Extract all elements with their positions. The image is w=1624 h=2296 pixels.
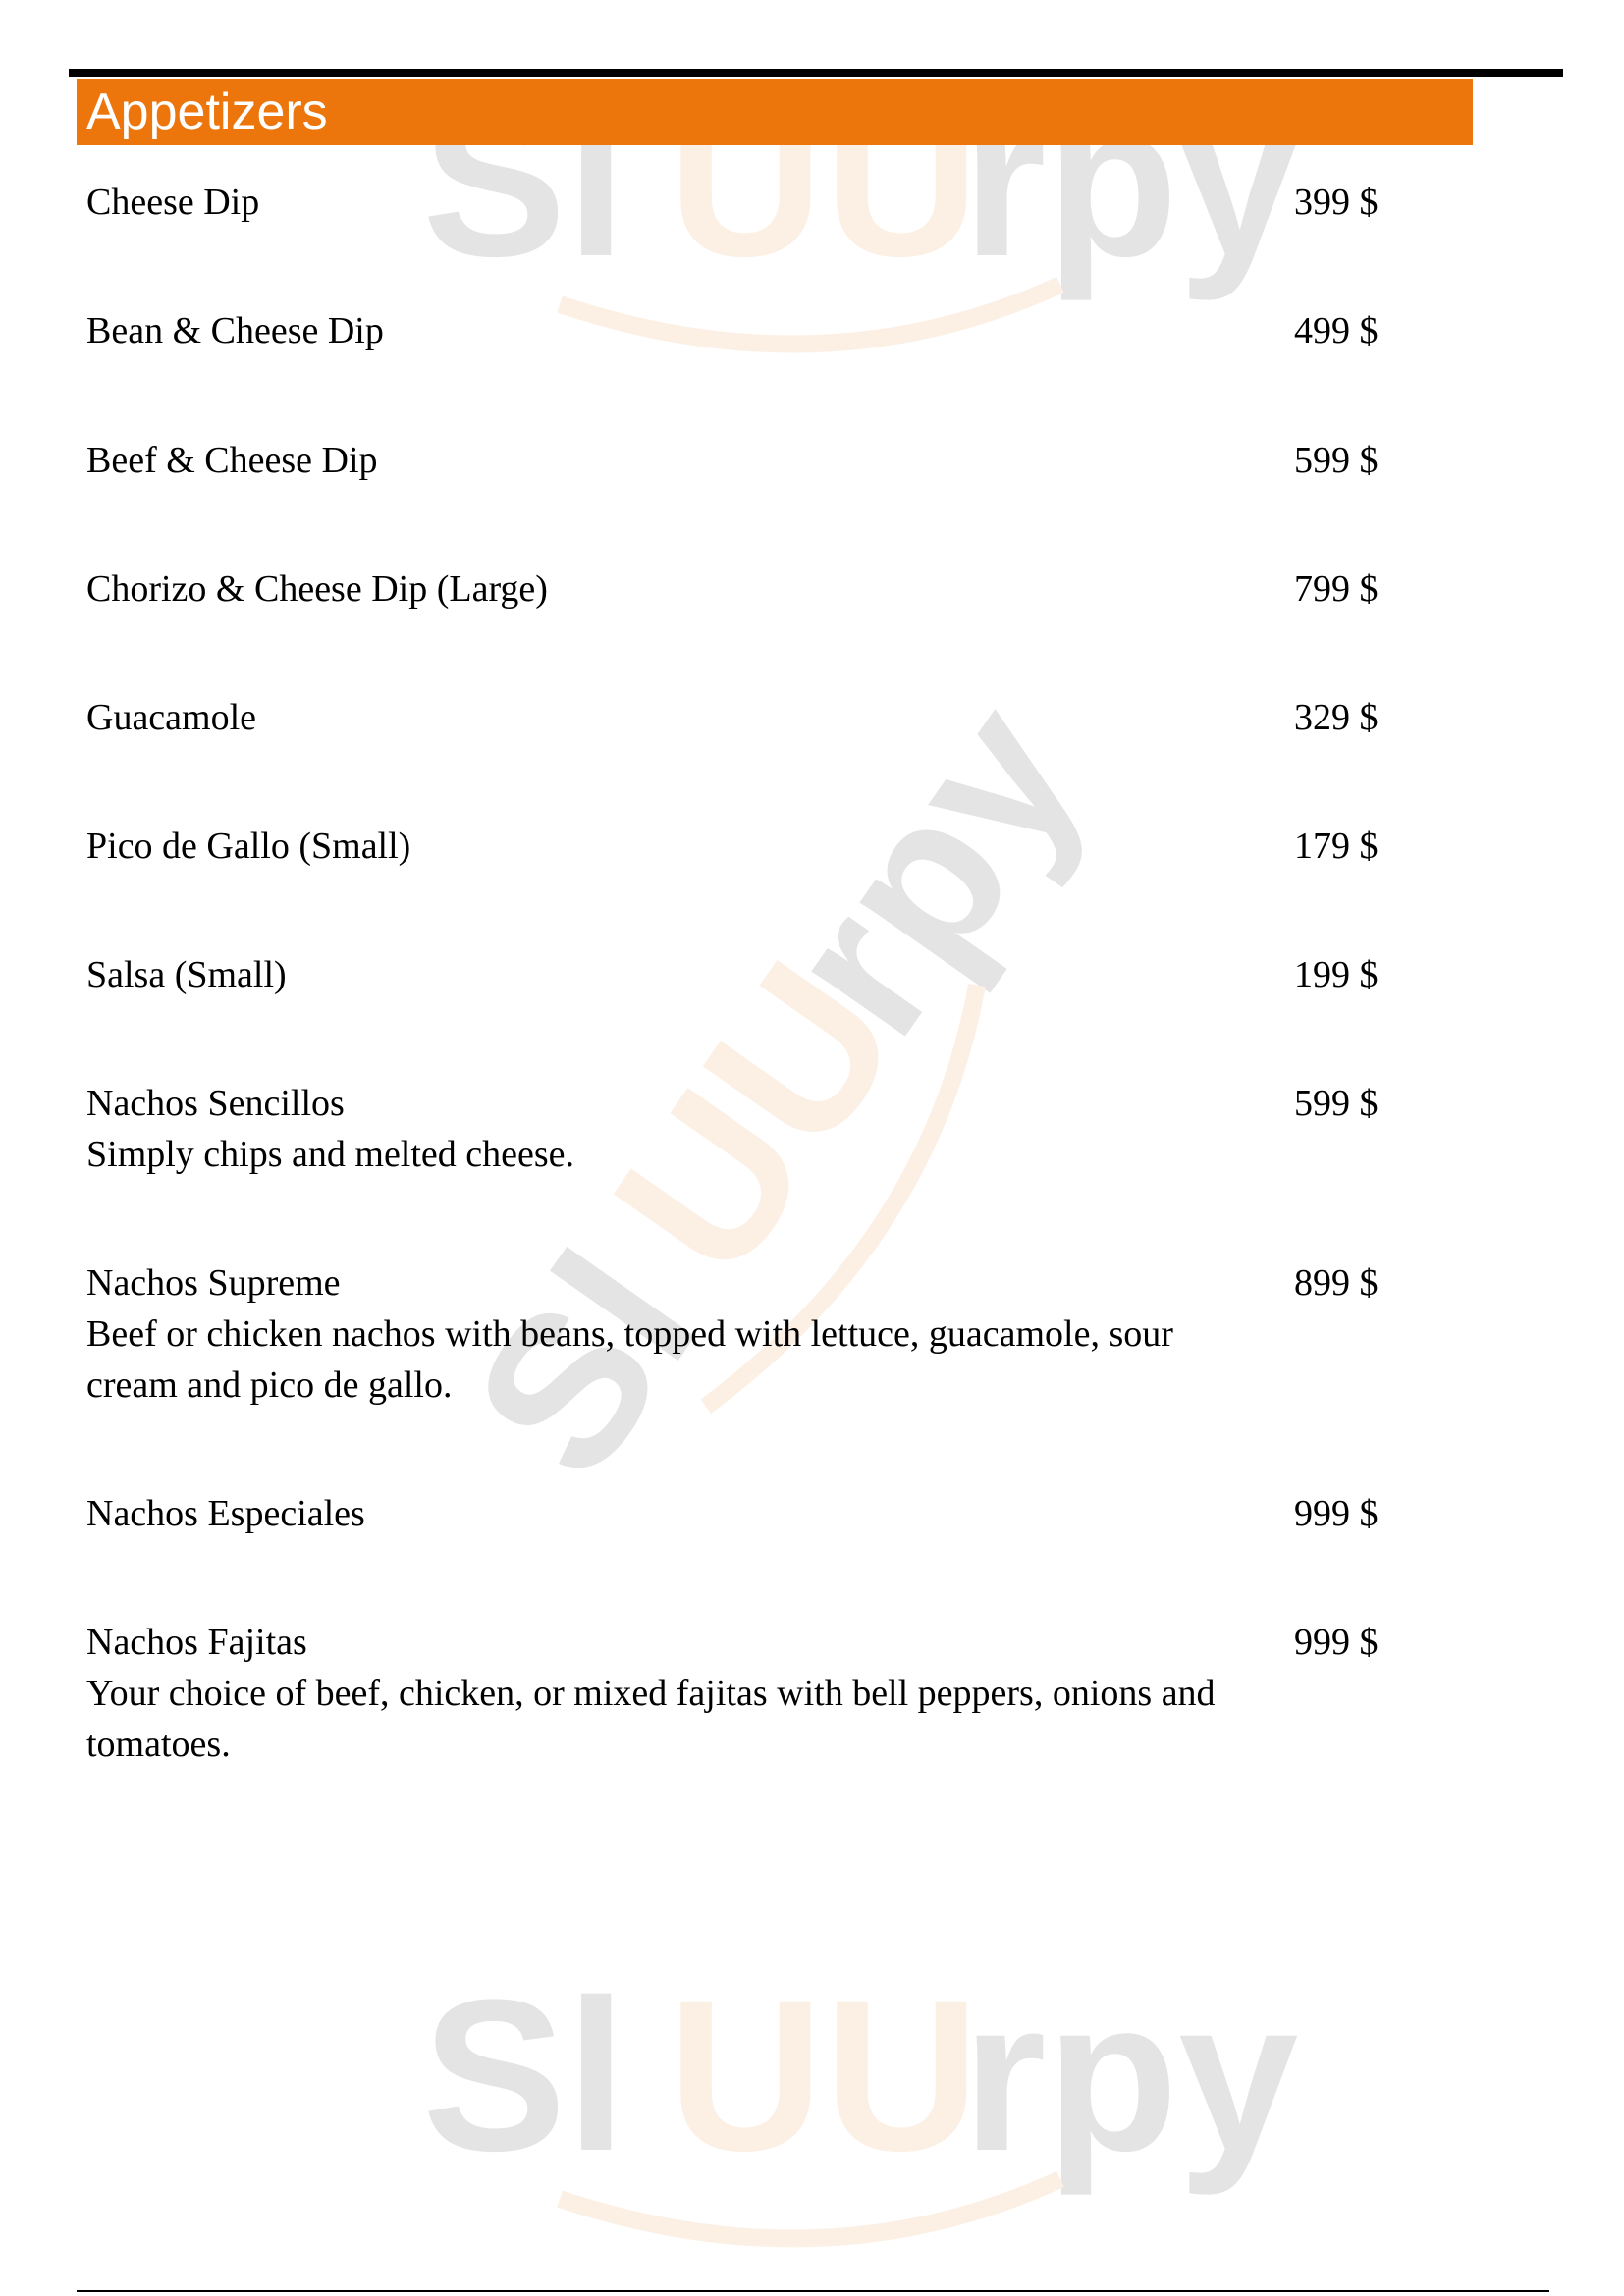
item-price: 899 $ bbox=[1294, 1262, 1379, 1304]
menu-item bbox=[86, 305, 1392, 356]
menu-item bbox=[86, 1488, 1392, 1539]
svg-text:rpy: rpy bbox=[736, 661, 1127, 1076]
item-price: 999 $ bbox=[1294, 1622, 1379, 1663]
item-price: 179 $ bbox=[1294, 826, 1379, 867]
svg-text:UU: UU bbox=[668, 60, 980, 301]
bottom-divider bbox=[77, 2290, 1549, 2292]
svg-text:UU: UU bbox=[668, 1954, 980, 2196]
item-name: Nachos Especiales bbox=[86, 1493, 365, 1534]
item-description: Your choice of beef, chicken, or mixed fajitas with bell peppers, onions and tomatoes. bbox=[86, 1673, 1216, 1765]
menu-item bbox=[86, 821, 1392, 872]
menu-item bbox=[86, 177, 1392, 228]
item-name: Chorizo & Cheese Dip (Large) bbox=[86, 568, 548, 610]
item-name: Pico de Gallo (Small) bbox=[86, 826, 411, 867]
item-name: Guacamole bbox=[86, 697, 257, 738]
section-title: Appetizers bbox=[86, 83, 328, 140]
menu-item bbox=[86, 949, 1392, 1000]
item-price: 329 $ bbox=[1294, 697, 1379, 738]
item-price: 799 $ bbox=[1294, 568, 1379, 610]
item-name: Nachos Fajitas bbox=[86, 1622, 307, 1663]
menu-item bbox=[86, 1078, 1392, 1180]
svg-text:Sl: Sl bbox=[422, 60, 626, 301]
item-description: Simply chips and melted cheese. bbox=[86, 1134, 575, 1175]
item-price: 599 $ bbox=[1294, 440, 1379, 481]
item-price: 199 $ bbox=[1294, 954, 1379, 995]
item-name: Nachos Supreme bbox=[86, 1262, 341, 1304]
item-name: Cheese Dip bbox=[86, 182, 260, 223]
item-price: 599 $ bbox=[1294, 1083, 1379, 1124]
item-name: Nachos Sencillos bbox=[86, 1083, 345, 1124]
menu-item bbox=[86, 435, 1392, 486]
svg-text:rpy: rpy bbox=[962, 60, 1299, 301]
sluurpy-watermark-logo bbox=[412, 1953, 1299, 2268]
item-name: Bean & Cheese Dip bbox=[86, 310, 384, 351]
menu-item bbox=[86, 692, 1392, 743]
top-divider bbox=[69, 69, 1563, 77]
menu-item bbox=[86, 563, 1392, 614]
item-name: Beef & Cheese Dip bbox=[86, 440, 378, 481]
menu-item bbox=[86, 1617, 1392, 1770]
item-name: Salsa (Small) bbox=[86, 954, 287, 995]
section-header bbox=[77, 79, 1473, 145]
menu-item bbox=[86, 1257, 1392, 1411]
item-price: 999 $ bbox=[1294, 1493, 1379, 1534]
svg-text:Sl: Sl bbox=[426, 1211, 742, 1518]
item-price: 399 $ bbox=[1294, 182, 1379, 223]
svg-text:UU: UU bbox=[567, 922, 945, 1316]
item-price: 499 $ bbox=[1294, 310, 1379, 351]
item-description: Beef or chicken nachos with beans, topped with lettuce, guacamole, sour cream and pico de gallo. bbox=[86, 1313, 1173, 1406]
svg-text:Sl: Sl bbox=[422, 1954, 626, 2196]
svg-text:rpy: rpy bbox=[962, 1954, 1299, 2196]
